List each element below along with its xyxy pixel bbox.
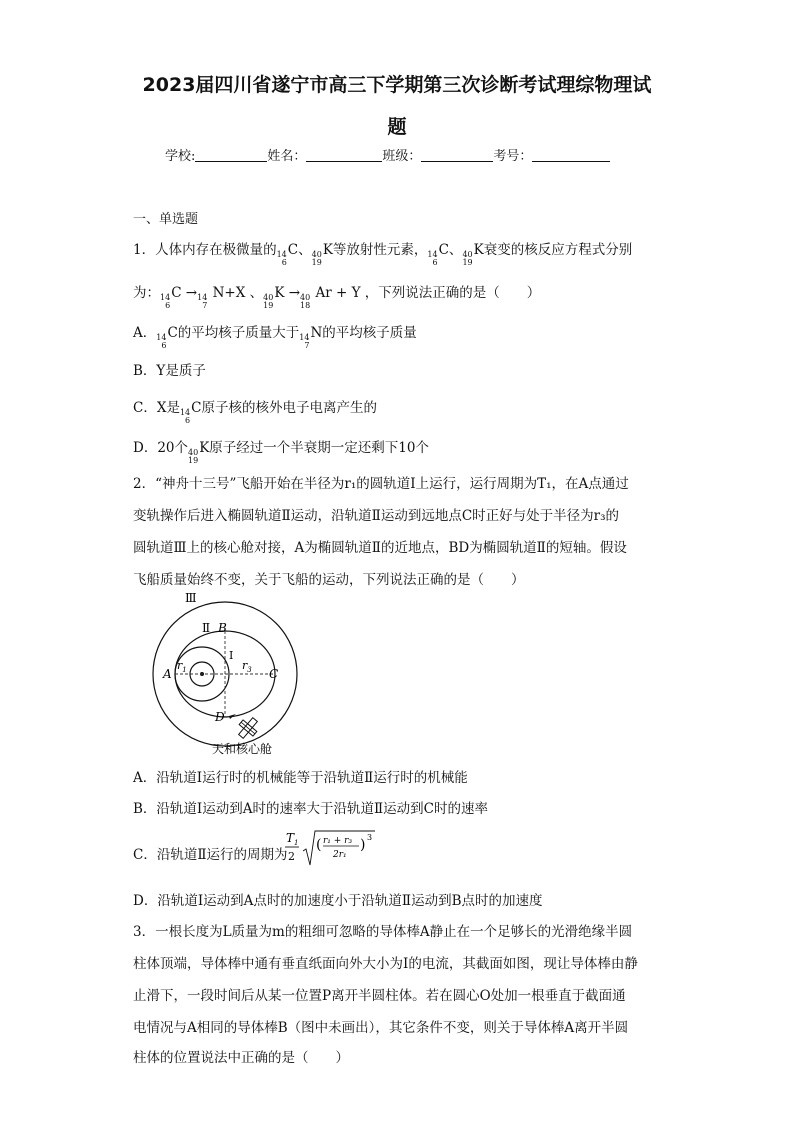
exam-title-line2: 题 (387, 116, 407, 138)
q1-option-c[interactable]: C．X是 14 6 C原子核的核外电子电离产生的 (133, 400, 377, 425)
q2-option-b[interactable]: B．沿轨道Ⅰ运动到A时的速率大于沿轨道Ⅱ运动到C时的速率 (133, 801, 489, 817)
period-formula (283, 829, 379, 869)
label-iii: Ⅲ (185, 591, 197, 605)
class-label: 班级： (382, 149, 422, 164)
name-field[interactable] (306, 148, 382, 162)
number-label: 考号： (493, 149, 533, 164)
name-label: 姓名： (267, 149, 307, 164)
q2-option-a[interactable]: A．沿轨道Ⅰ运行时的机械能等于沿轨道Ⅱ运行时的机械能 (133, 770, 468, 786)
class-field[interactable] (421, 148, 493, 162)
svg-text:3: 3 (367, 833, 373, 842)
exam-title-line1: 2023届四川省遂宁市高三下学期第三次诊断考试理综物理试 (142, 74, 652, 96)
label-c: C (269, 667, 279, 681)
q1-option-b[interactable]: B．Y是质子 (133, 363, 206, 379)
q1-option-a[interactable]: A． 14 6 C的平均核子质量大于 14 7 N的平均核子质量 (133, 325, 417, 350)
label-ii: Ⅱ (202, 621, 211, 635)
svg-text:): ) (360, 837, 366, 853)
svg-text:T1: $T_1$ (286, 831, 299, 847)
school-label: 学校: (165, 149, 196, 164)
school-field[interactable] (195, 148, 267, 162)
q2-stem-line4: 飞船质量始终不变，关于飞船的运动，下列说法正确的是（ ） (133, 572, 525, 588)
orbit-diagram (130, 588, 310, 758)
q3-stem-line2: 柱体顶端，导体棒中通有垂直纸面向外大小为I的电流，其截面如图，现让导体棒由静 (133, 956, 638, 972)
q1-stem-line2: 为： 14 6 C → 14 7 N+X 、 40 19 K → 40 18 Ar + Y ，下列说法正确的是（ ） (133, 285, 541, 310)
q1-stem-line1: 1．人体内存在极微量的 14 6 C、 40 19 K等放射性元素， 14 6 C、 40 19 K衰变的核反应方程式分别 (133, 242, 633, 267)
label-b: B (218, 621, 227, 635)
svg-text:(: ( (316, 837, 322, 853)
svg-text:2: 2 (288, 850, 295, 863)
student-info-row (165, 145, 610, 164)
q2-stem-line1: 2．“神舟十三号”飞船开始在半径为r₁的圆轨道Ⅰ上运行，运行周期为T₁，在A点通过 (133, 476, 629, 492)
q2-stem-line3: 圆轨道Ⅲ上的核心舱对接，A为椭圆轨道Ⅱ的近地点，BD为椭圆轨道Ⅱ的短轴。假设 (133, 540, 627, 556)
svg-text:r₁ + r₃: r₁ + r₃ (323, 836, 353, 846)
figure-caption: 天和核心舱 (212, 742, 273, 756)
exam-page: 2023届四川省遂宁市高三下学期第三次诊断考试理综物理试 题 学校: 姓名： 班级： 考号： 一、单选题 1．人体内存在极微量的 14 6 C、 40 19 K等放射性元素， 14 6 C、 40 19 K衰变的核反应方程式分别 为： 14 6 C → 14 7 N+X 、 40 19 K → 40 18 Ar + Y ，下列说法正确的是（ ） A． 14 6 C的平均核子质量大于 14 7 N的平均核子质量 B．Y是质子 C．X是 14 6 C原子核的核外电子电离产生的 D．20个 40 19 K原子经过一个半衰期一定还剩下10个 2．“神舟十三号”飞船开始在半径为r₁的圆轨道Ⅰ上运行，运行周期为T₁，在A点通过 变轨操作后进入椭圆轨道Ⅱ运动，沿轨道Ⅱ运动到远地点C时正好与处于半径为r₃的 圆轨道Ⅲ上的核心舱对接，A为椭圆轨道Ⅱ的近地点，BD为椭圆轨道Ⅱ的短轴。假设 飞船质量始终不变，关于飞船的运动，下列说法正确的是（ ） Ⅲ Ⅱ B Ⅰ A C D $r_1$ $r_3$ 天和核心舱 A．沿轨道Ⅰ运行时的机械能等于沿轨道Ⅱ运行时的机械能 B．沿轨道Ⅰ运动到A时的速率大于沿轨道Ⅱ运动到C时的速率 C．沿轨道Ⅱ运行的周期为 $T_1$ 2 ( r₁ + r₃ 2r₁ ) 3 D．沿轨道Ⅰ运动到A点时的加速度小于沿轨道Ⅱ运动到B点时的加速度 3．一根长度为L质量为m的粗细可忽略的导体棒A静止在一个足够长的光滑绝缘半圆 柱体顶端，导体棒中通有垂直纸面向外大小为I的电流，其截面如图，现让导体棒由静 止滑下，一段时间后从某一位置P离开半圆柱体。若在圆心O处加一根垂直于截面通 电情况与A相同的导体棒B（图中未画出），其它条件不变，则关于导体棒A离开半圆 柱体的位置说法中正确的是（ ） (0, 0, 794, 1123)
number-field[interactable] (532, 148, 610, 162)
section-heading: 一、单选题 (133, 212, 199, 227)
label-r1: $r_1$ (177, 659, 187, 674)
q2-stem-line2: 变轨操作后进入椭圆轨道Ⅱ运动，沿轨道Ⅱ运动到远地点C时正好与处于半径为r₃的 (133, 508, 620, 524)
label-r3: $r_3$ (242, 659, 252, 674)
q3-stem-line1: 3．一根长度为L质量为m的粗细可忽略的导体棒A静止在一个足够长的光滑绝缘半圆 (133, 924, 633, 940)
label-i: Ⅰ (229, 649, 234, 662)
q1-option-d[interactable]: D．20个 40 19 K原子经过一个半衰期一定还剩下10个 (133, 440, 429, 465)
q3-stem-line3: 止滑下，一段时间后从某一位置P离开半圆柱体。若在圆心O处加一根垂直于截面通 (133, 988, 626, 1004)
q2-option-d[interactable]: D．沿轨道Ⅰ运动到A点时的加速度小于沿轨道Ⅱ运动到B点时的加速度 (133, 893, 543, 909)
q3-stem-line5: 柱体的位置说法中正确的是（ ） (133, 1050, 349, 1066)
svg-text:2r₁: 2r₁ (333, 850, 347, 860)
q3-stem-line4: 电情况与A相同的导体棒B（图中未画出），其它条件不变，则关于导体棒A离开半圆 (133, 1020, 629, 1036)
label-a: A (163, 667, 172, 681)
label-d: D (215, 710, 225, 724)
